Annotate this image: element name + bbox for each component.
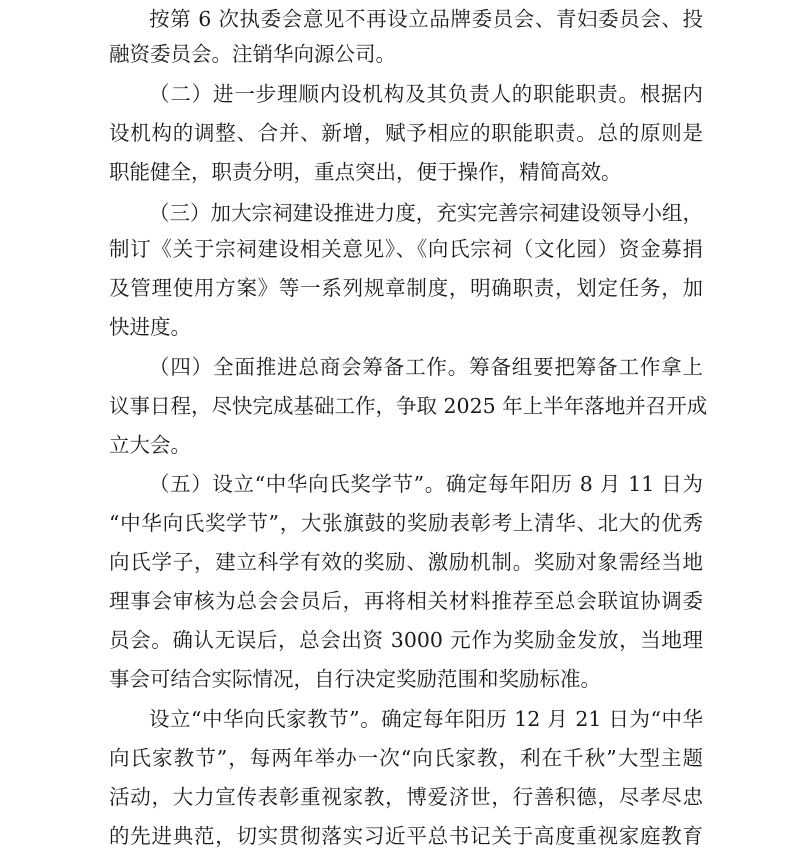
paragraph-3-line-3: 及管理使用方案》等一系列规章制度，明确职责，划定任务，加: [109, 276, 703, 300]
paragraph-2-line-1: （二）进一步理顺内设机构及其负责人的职能职责。根据内: [149, 82, 703, 106]
paragraph-1-line-2: 融资委员会。注销华向源公司。: [109, 42, 396, 66]
paragraph-3-line-1: （三）加大宗祠建设推进力度，充实完善宗祠建设领导小组，: [149, 201, 703, 225]
paragraph-5-line-2: “中华向氏奖学节”，大张旗鼓的奖励表彰考上清华、北大的优秀: [109, 511, 703, 535]
paragraph-2-line-3: 职能健全，职责分明，重点突出，便于操作，精简高效。: [109, 160, 622, 184]
paragraph-3-line-4: 快进度。: [109, 315, 191, 339]
paragraph-4-line-1: （四）全面推进总商会筹备工作。筹备组要把筹备工作拿上: [149, 355, 703, 379]
paragraph-6-line-4: 的先进典范，切实贯彻落实习近平总书记关于高度重视家庭教育: [109, 824, 703, 848]
paragraph-1-line-1: 按第 6 次执委会意见不再设立品牌委员会、青妇委员会、投: [149, 7, 703, 31]
paragraph-5-line-6: 事会可结合实际情况，自行决定奖励范围和奖励标准。: [109, 667, 601, 691]
paragraph-5-line-4: 理事会审核为总会会员后，再将相关材料推荐至总会联谊协调委: [109, 589, 703, 613]
paragraph-3-line-2: 制订《关于宗祠建设相关意见》、《向氏宗祠（文化园）资金募捐: [109, 237, 703, 261]
paragraph-5-line-3: 向氏学子，建立科学有效的奖励、激励机制。奖励对象需经当地: [109, 550, 703, 574]
paragraph-4-line-2: 议事日程，尽快完成基础工作，争取 2025 年上半年落地并召开成: [109, 394, 708, 418]
paragraph-6-line-1: 设立“中华向氏家教节”。确定每年阳历 12 月 21 日为“中华: [149, 707, 703, 731]
paragraph-5-line-5: 员会。确认无误后，总会出资 3000 元作为奖励金发放，当地理: [109, 628, 703, 652]
paragraph-2-line-2: 设机构的调整、合并、新增，赋予相应的职能职责。总的原则是: [109, 121, 703, 145]
paragraph-4-line-3: 立大会。: [109, 433, 191, 457]
paragraph-6-line-2: 向氏家教节”，每两年举办一次“向氏家教，利在千秋”大型主题: [109, 746, 703, 770]
paragraph-6-line-3: 活动，大力宣传表彰重视家教，博爱济世，行善积德，尽孝尽忠: [109, 785, 703, 809]
paragraph-5-line-1: （五）设立“中华向氏奖学节”。确定每年阳历 8 月 11 日为: [149, 472, 703, 496]
